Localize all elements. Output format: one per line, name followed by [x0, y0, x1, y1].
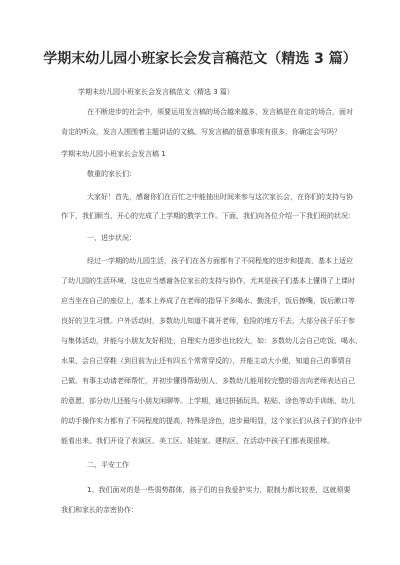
document-title: 学期末幼儿园小班家长会发言稿范文（精选 3 篇）: [43, 51, 357, 67]
salutation: 敬重的家长们：: [87, 170, 136, 178]
paragraph-line: 1、我们面对的是一些弱势群体，孩子们的自我爱护实力，限制力都比较差，这就须要: [87, 486, 351, 494]
paragraph-line: 水果，会自己穿鞋（到目前为止还有四五个常常穿反的），并能主动大小便，知道自己的事情自: [61, 357, 352, 365]
section-heading: 学期末幼儿园小班家长会发言稿 1: [61, 150, 166, 158]
paragraph-line: 己做。有事主动请老师帮忙，并初步懂得帮助别人，多数幼儿能用较完整的语言向老师表达自己: [61, 377, 355, 385]
paragraph-line: 应当坐在自己的座位上，基本上养成了在老师的指导下多喝水、勤洗手，饭后擦嘴，饭后漱口等: [61, 297, 355, 305]
paragraph-line: 了幼儿园的生活环境，这也应当感谢各位家长的支持与协作，尤其是孩子们基本上懂得了上课时: [61, 277, 355, 285]
subheading: 二、平安工作: [87, 461, 129, 469]
paragraph-line: 能看出来。我们开设了表演区、美工区、娃娃家、建构区，在活动中孩子们都表现很棒。: [61, 437, 334, 445]
paragraph-line: 的动手操作实力都有了不同程度的提高，特殊是涂色，进步最明显，这个家长们从孩子们的作业中: [61, 417, 362, 425]
paragraph-line: 经过一学期的幼儿园生活，孩子们在各方面都有了不同程度的进步和提高，基本上适应: [87, 257, 353, 265]
paragraph-line: 作下，我们顺当、开心的完成了上学期的教学工作。下面，我们向各位介绍一下我们班的状况：: [61, 212, 355, 220]
paragraph-line: 我们和家长的亲密协作：: [61, 506, 138, 514]
subheading: 一、进步状况：: [87, 234, 136, 242]
paragraph-line: 大家好！首先，感谢你们在百忙之中能抽出时间来参与这次家长会，在你们的支持与协: [87, 193, 353, 201]
paragraph-line: 良好的卫生习惯。户外活动时，多数幼儿知道不离开老师，危险的地方不去，大部分孩子乐于参: [61, 317, 355, 325]
paragraph-line: 在不断进步的社会中，须要运用发言稿的场合越来越多，发言稿是在肯定的场合，面对: [87, 108, 353, 116]
subtitle-line: 学期末幼儿园小班家长会发言稿范文（精选 3 篇）: [78, 88, 234, 96]
paragraph-line: 肯定的听众，发言人围围着主题讲话的文稿。写发言稿的留意事项有很多，你确定会写吗？: [61, 128, 341, 136]
paragraph-line: 的意愿，部分幼儿还能与小朋友闲聊等。上学期，通过拼插玩具、粘贴、涂色等动手训练，幼儿: [61, 397, 355, 405]
paragraph-line: 与集体活动，并能与小朋友友好相处，自理实力进步也比较大，如：多数幼儿会自己吃饭、喝水、: [61, 337, 362, 345]
